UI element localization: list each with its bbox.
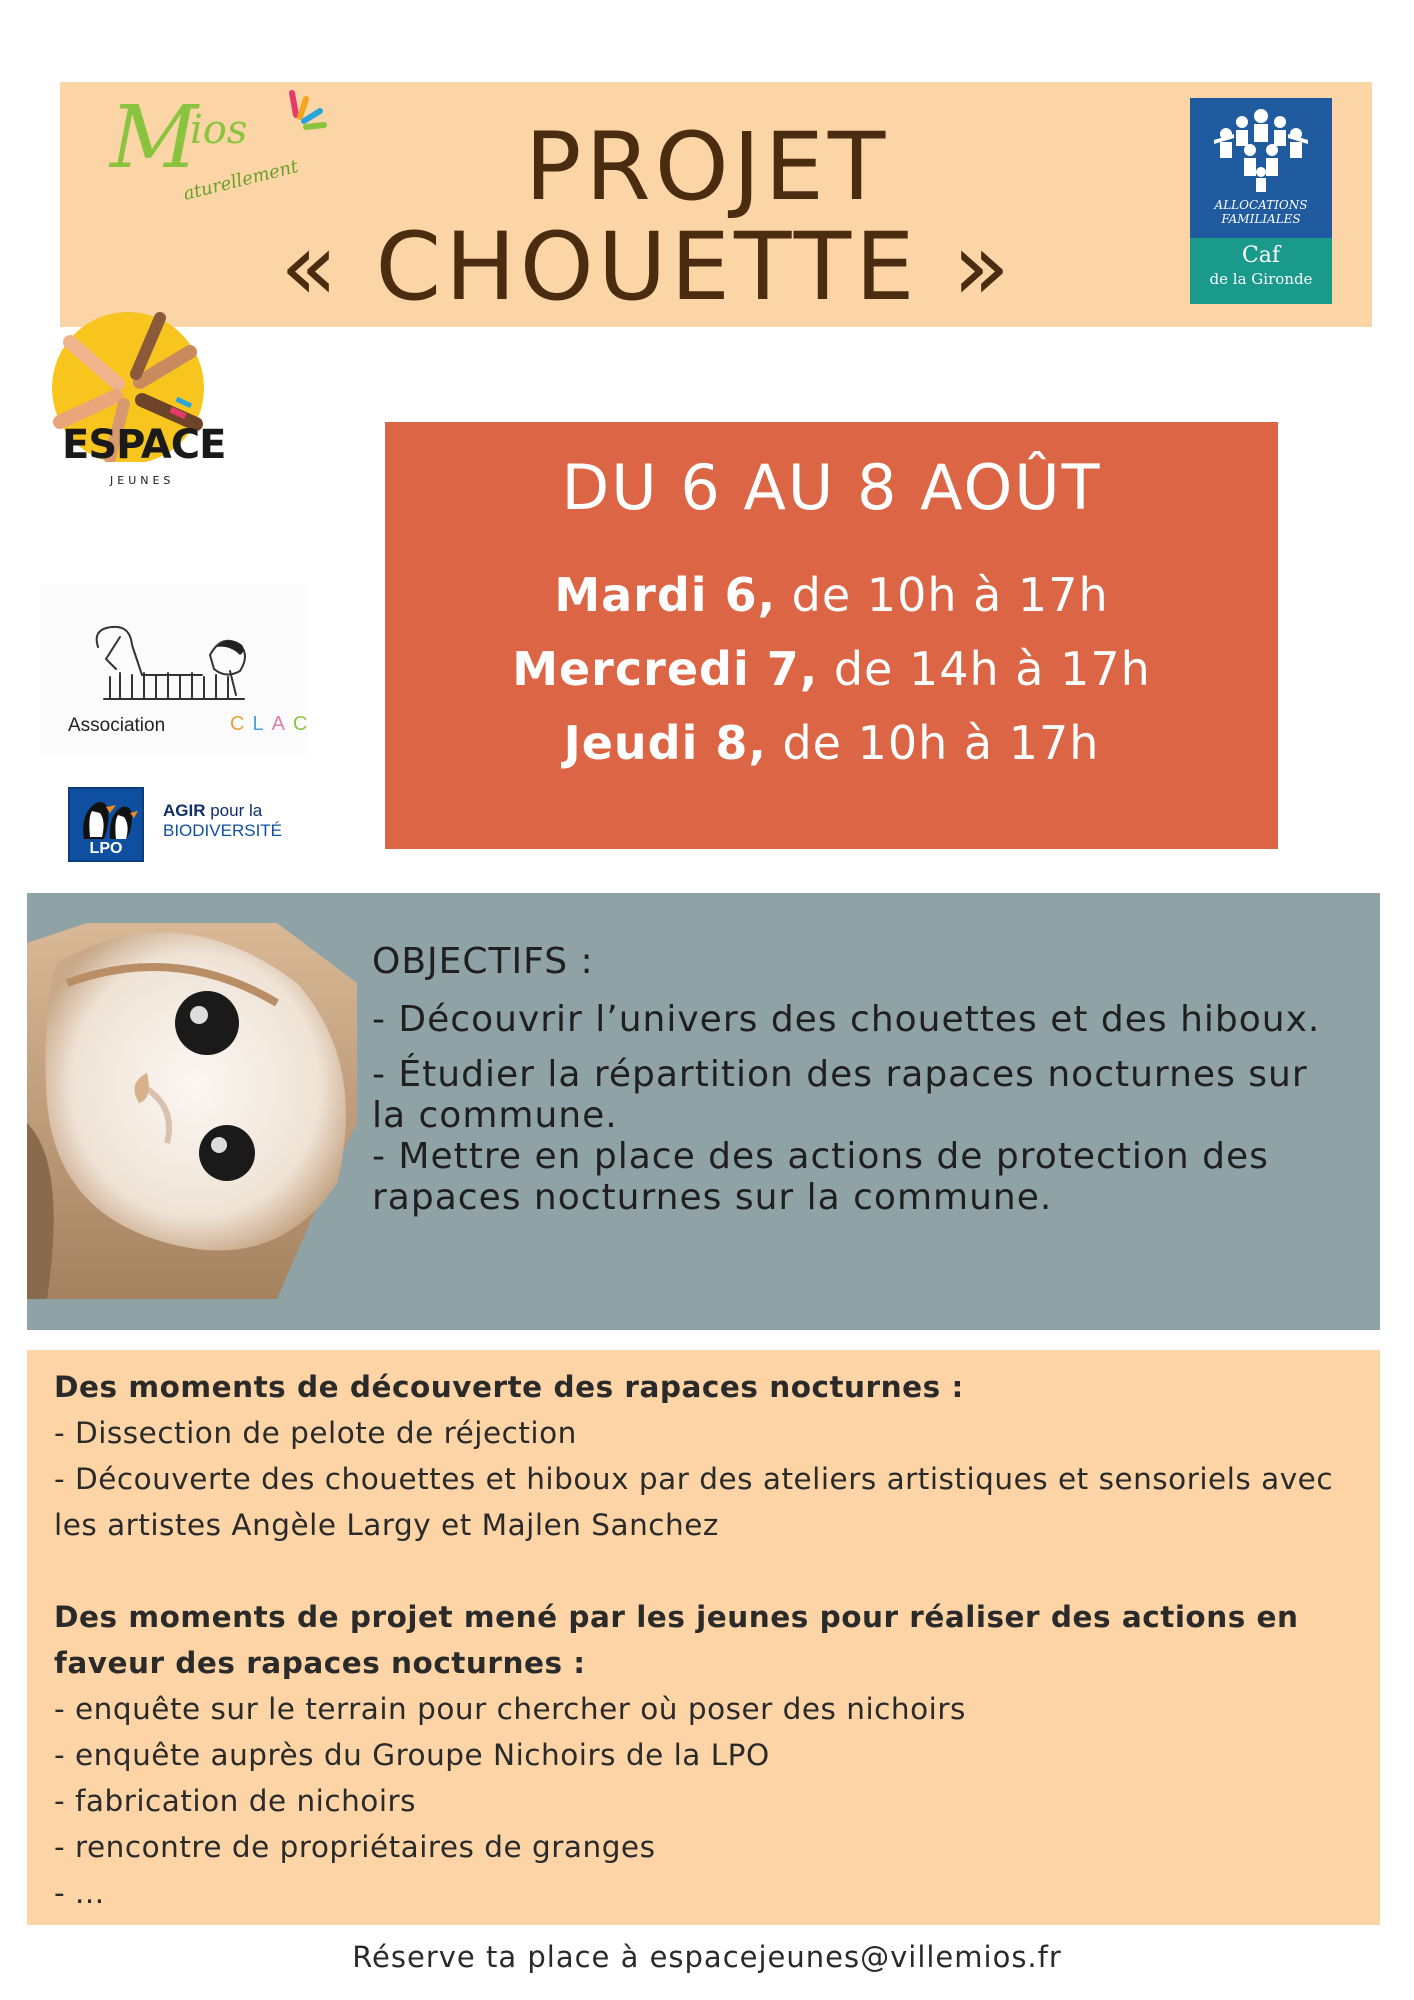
lpo-label: LPO bbox=[89, 840, 123, 857]
clac-logo bbox=[40, 585, 316, 755]
caf-family-icon bbox=[1210, 106, 1312, 196]
clac-letter-c1: C bbox=[230, 713, 253, 735]
project-item-4: - rencontre de propriétaires de granges bbox=[54, 1830, 656, 1864]
caf-logo bbox=[1190, 98, 1332, 304]
schedule-day-3-hours: de 10h à 17h bbox=[766, 716, 1100, 770]
mios-logo-m: M bbox=[110, 88, 199, 188]
clac-letter-l: L bbox=[252, 713, 272, 735]
reading-child-icon bbox=[80, 607, 280, 717]
schedule-day-2 bbox=[385, 632, 1278, 706]
lpo-tagline bbox=[163, 801, 282, 841]
page-title-line1: PROJET bbox=[524, 113, 890, 222]
objective-item-3: - Mettre en place des actions de protection des rapaces nocturnes sur la commune. bbox=[372, 1136, 1269, 1218]
schedule-day-2-hours: de 14h à 17h bbox=[818, 642, 1151, 696]
project-item-1: - enquête sur le terrain pour chercher où poser des nichoirs bbox=[54, 1692, 966, 1726]
caf-name: Caf bbox=[1241, 243, 1281, 268]
clac-letters bbox=[230, 713, 315, 736]
caf-logo-bottom bbox=[1190, 238, 1332, 304]
schedule-day-1 bbox=[385, 558, 1278, 632]
caf-line1: ALLOCATIONS bbox=[1214, 198, 1308, 212]
espace-jeunes-logo bbox=[40, 312, 226, 502]
project-item-5: - ... bbox=[54, 1876, 105, 1910]
puffin-icon bbox=[70, 791, 142, 843]
schedule-day-3 bbox=[385, 706, 1278, 780]
lpo-pour: pour la bbox=[205, 801, 263, 820]
project-heading: Des moments de projet mené par les jeunes pour réaliser des actions en faveur des rapaces nocturnes : bbox=[54, 1600, 1299, 1680]
objective-item-2: - Étudier la répartition des rapaces nocturnes sur la commune. bbox=[372, 1054, 1308, 1136]
espace-sub: JEUNES bbox=[110, 474, 175, 487]
schedule-day-1-hours: de 10h à 17h bbox=[776, 568, 1109, 622]
activities-band bbox=[27, 1350, 1380, 1925]
project-item-2: - enquête auprès du Groupe Nichoirs de la LPO bbox=[54, 1738, 770, 1772]
spacer bbox=[54, 1548, 1374, 1594]
caf-logo-top bbox=[1190, 98, 1332, 238]
discovery-heading: Des moments de découverte des rapaces nocturnes : bbox=[54, 1370, 964, 1404]
clac-letter-c2: C bbox=[292, 713, 316, 735]
clac-letter-a: A bbox=[271, 713, 293, 735]
reservation-footer: Réserve ta place à espacejeunes@villemios.fr bbox=[352, 1940, 1062, 1974]
objectives-band bbox=[27, 893, 1380, 1330]
page-title-line2: « CHOUETTE » bbox=[280, 213, 1014, 322]
objective-item-1: - Découvrir l’univers des chouettes et des hiboux. bbox=[372, 999, 1321, 1040]
lpo-logo bbox=[68, 787, 308, 862]
lpo-biodiversite: BIODIVERSITÉ bbox=[163, 821, 283, 840]
discovery-item-1: - Dissection de pelote de réjection bbox=[54, 1416, 577, 1450]
lpo-badge bbox=[68, 787, 144, 862]
activities-text bbox=[54, 1364, 1374, 1916]
project-item-3: - fabrication de nichoirs bbox=[54, 1784, 417, 1818]
objectives-text bbox=[372, 941, 1352, 1218]
caf-region: de la Gironde bbox=[1209, 270, 1313, 288]
schedule-day-3-name: Jeudi 8, bbox=[563, 716, 767, 770]
objectives-heading: OBJECTIFS : bbox=[372, 941, 594, 982]
discovery-item-2: - Découverte des chouettes et hiboux par des ateliers artistiques et sensoriels avec les artistes Angèle Largy et Majlen Sanchez bbox=[54, 1462, 1334, 1542]
dates-box bbox=[385, 422, 1278, 849]
caf-line2: FAMILIALES bbox=[1221, 212, 1301, 226]
mios-logo-ios: ios bbox=[190, 107, 248, 153]
barn-owl-image bbox=[27, 923, 357, 1299]
schedule-day-2-name: Mercredi 7, bbox=[512, 642, 819, 696]
clac-prefix: Association bbox=[68, 715, 166, 736]
lpo-agir: AGIR bbox=[163, 801, 206, 820]
schedule-day-1-name: Mardi 6, bbox=[554, 568, 777, 622]
espace-word: ESPACE bbox=[62, 422, 226, 468]
mios-logo-tagline: aturellement bbox=[181, 156, 301, 205]
date-range: DU 6 AU 8 AOÛT bbox=[561, 451, 1102, 524]
caf-label bbox=[1190, 198, 1332, 226]
